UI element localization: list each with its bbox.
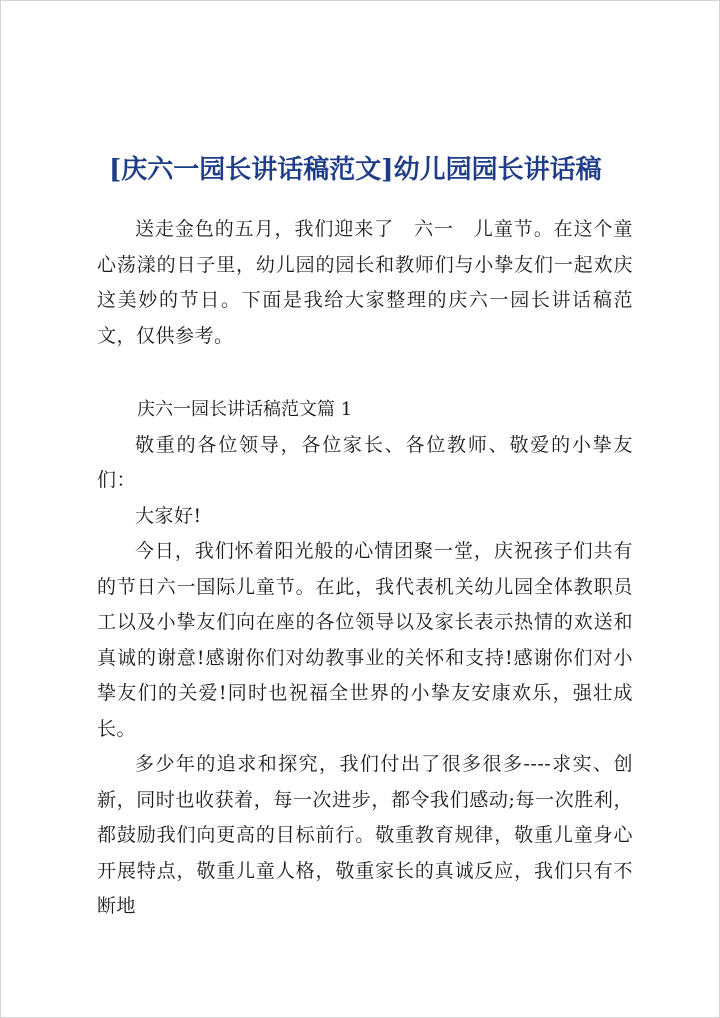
salutation-paragraph: 敬重的各位领导，各位家长、各位教师、敬爱的小挚友们： (97, 433, 633, 491)
body-paragraph-1: 今日，我们怀着阳光般的心情团聚一堂，庆祝孩子们共有的节日六一国际儿童节。在此，我代表机关幼儿园全体教职员工以及小挚友们向在座的各位领导以及家长表示热情的欢送和真诚的谢意!感谢你们对幼教事业的关怀和支持!感谢你们对小挚友们的关爱!同时也祝福全世界的小挚友安康欢乐，强壮成长。 (97, 540, 633, 740)
section-heading: 庆六一园长讲话稿范文篇 1 (137, 399, 353, 420)
intro-paragraph: 送走金色的五月，我们迎来了 六一 儿童节。在这个童心荡漾的日子里，幼儿园的园长和教师们与小挚友们一起欢庆这美妙的节日。下面是我给大家整理的庆六一园长讲话稿范文，仅供参考。 (97, 218, 633, 347)
section-spacer (97, 354, 633, 392)
document-title: [庆六一园长讲话稿范文]幼儿园园长讲话稿 (109, 155, 602, 185)
body-paragraph-2: 多少年的追求和探究，我们付出了很多很多----求实、创新，同时也收获着，每一次进步，都令我们感动;每一次胜利，都鼓励我们向更高的目标前行。敬重教育规律，敬重儿童身心开展特点，敬重儿童人格，敬重家长的真诚反应，我们只有不断地 (97, 753, 633, 917)
greeting-line: 大家好! (135, 504, 202, 527)
document-body (97, 150, 633, 925)
